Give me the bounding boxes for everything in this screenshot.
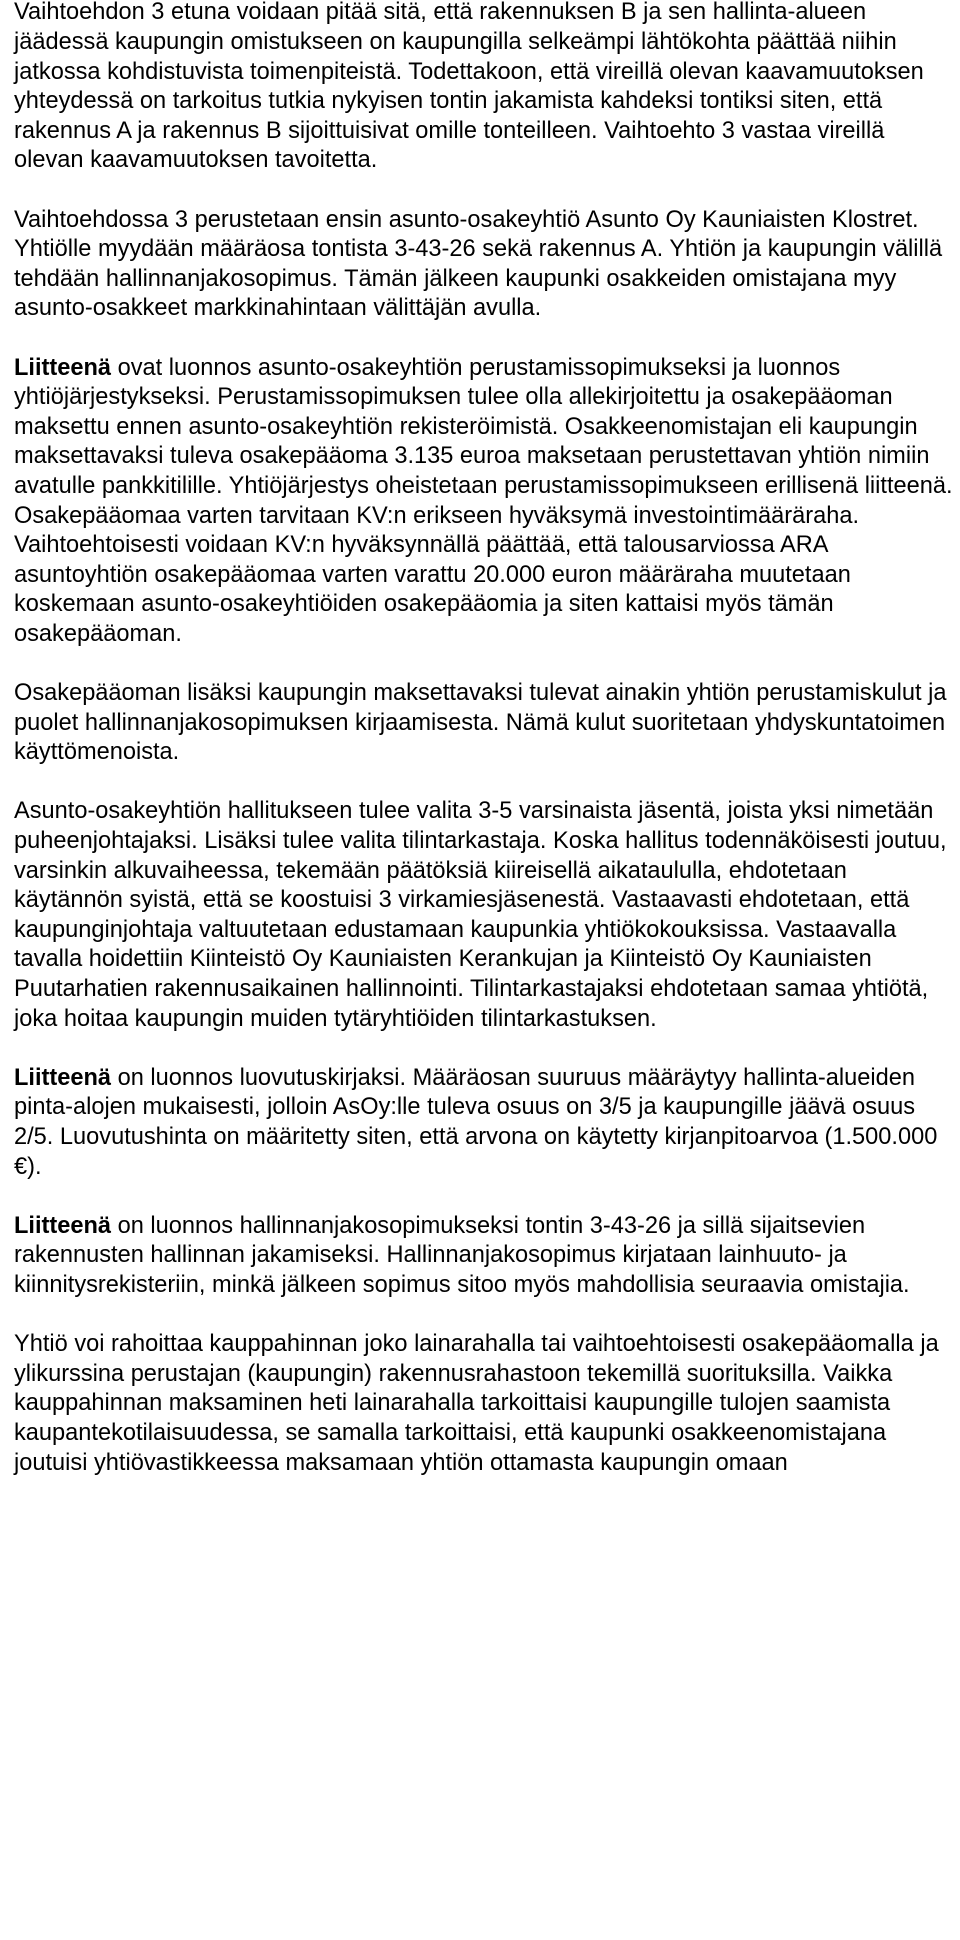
paragraph-text: Osakepääoman lisäksi kaupungin maksettavaksi tulevat ainakin yhtiön perustamiskulut ja puolet hallinnanjakosopimuksen kirjaamisesta. Nämä kulut suoritetaan yhdyskuntatoimen käyttömenoista. xyxy=(14,680,947,766)
attachment-label: Liitteenä xyxy=(14,1212,112,1239)
attachment-label: Liitteenä xyxy=(14,1064,112,1091)
paragraph-text: on luonnos hallinnanjakosopimukseksi tontin 3-43-26 ja sillä sijaitsevien rakennusten hallinnan jakamiseksi. Hallinnanjakosopimus kirjataan lainhuuto- ja kiinnitysrekisteriin, minkä jälkeen sopimus sitoo myös mahdollisia seuraavia omistajia. xyxy=(14,1212,910,1298)
paragraph-financing xyxy=(14,1330,960,1478)
paragraph-attachment-deed xyxy=(14,1064,960,1182)
paragraph-capital-costs xyxy=(14,679,960,768)
paragraph-text: on luonnos luovutuskirjaksi. Määräosan suuruus määräytyy hallinta-alueiden pinta-alojen mukaisesti, jolloin AsOy:lle tuleva osuus on 3/5 ja kaupungille jäävä osuus 2/5. Luovutushinta on määritetty siten, että arvona on käytetty kirjanpitoarvoa (1.500.000 €). xyxy=(14,1064,938,1180)
paragraph-text: Yhtiö voi rahoittaa kauppahinnan joko lainarahalla tai vaihtoehtoisesti osakepääomalla ja ylikurssina perustajan (kaupungin) rakennusrahastoon tekemillä suorituksilla. Vaikka kauppahinnan maksaminen heti lainarahalla tarkoittaisi kaupungille tulojen saamista kaupantekotilaisuudessa, se samalla tarkoittaisi, että kaupunki osakkeenomistajana joutuisi yhtiövastikkeessa maksamaan yhtiön ottamasta kaupungin omaan xyxy=(14,1331,939,1476)
paragraph-attachment-articles xyxy=(14,354,960,650)
paragraph-option3-company xyxy=(14,206,960,324)
paragraph-text: Asunto-osakeyhtiön hallitukseen tulee valita 3-5 varsinaista jäsentä, joista yksi nimetään puheenjohtajaksi. Lisäksi tulee valita tilintarkastaja. Koska hallitus todennäköisesti joutuu, varsinkin alkuvaiheessa, tekemään päätöksiä kiireisellä aikataululla, ehdotetaan käytännön syistä, että se koostuisi 3 virkamiesjäsenestä. Vastaavasti ehdotetaan, että kaupunginjohtaja valtuutetaan edustamaan kaupunkia yhtiökokouksissa. Vastaavalla tavalla hoidettiin Kiinteistö Oy Kauniaisten Kerankujan ja Kiinteistö Oy Kauniaisten Puutarhatien rakennusaikainen hallinnointi. Tilintarkastajaksi ehdotetaan samaa yhtiötä, joka hoitaa kaupungin muiden tytäryhtiöiden tilintarkastuksen. xyxy=(14,798,947,1032)
attachment-label: Liitteenä xyxy=(14,354,112,381)
paragraph-board xyxy=(14,797,960,1034)
paragraph-text: Vaihtoehdossa 3 perustetaan ensin asunto-osakeyhtiö Asunto Oy Kauniaisten Klostret. Yhtiölle myydään määräosa tontista 3-43-26 sekä rakennus A. Yhtiön ja kaupungin välillä tehdään hallinnanjakosopimus. Tämän jälkeen kaupunki osakkeiden omistajana myy asunto-osakkeet markkinahintaan välittäjän avulla. xyxy=(14,206,943,322)
paragraph-text: ovat luonnos asunto-osakeyhtiön perustamissopimukseksi ja luonnos yhtiöjärjestykseksi. Perustamissopimuksen tulee olla allekirjoitettu ja osakepääoman maksettu ennen asunto-osakeyhtiön rekisteröimistä. Osakkeenomistajan eli kaupungin maksettavaksi tuleva osakepääoma 3.135 euroa maksetaan perustettavan yhtiön nimiin avatulle pankkitilille. Yhtiöjärjestys oheistetaan perustamissopimukseen erillisenä liitteenä. Osakepääomaa varten tarvitaan KV:n erikseen hyväksymä investointimääräraha. Vaihtoehtoisesti voidaan KV:n hyväksynnällä päättää, että talousarviossa ARA asuntoyhtiön osakepääomaa varten varattu 20.000 euron määräraha muutetaan koskemaan asunto-osakeyhtiöiden osakepääomia ja siten kattaisi myös tämän osakepääoman. xyxy=(14,354,953,647)
paragraph-attachment-management xyxy=(14,1212,960,1301)
paragraph-option3-benefits xyxy=(14,0,960,176)
paragraph-text: Vaihtoehdon 3 etuna voidaan pitää sitä, että rakennuksen B ja sen hallinta-alueen jäädessä kaupungin omistukseen on kaupungilla selkeämpi lähtökohta päättää niihin jatkossa kohdistuvista toimenpiteistä. Todettakoon, että vireillä olevan kaavamuutoksen yhteydessä on tarkoitus tutkia nykyisen tontin jakamista kahdeksi tontiksi siten, että rakennus A ja rakennus B sijoittuisivat omille tonteilleen. Vaihtoehto 3 vastaa vireillä olevan kaavamuutoksen tavoitetta. xyxy=(14,0,924,174)
